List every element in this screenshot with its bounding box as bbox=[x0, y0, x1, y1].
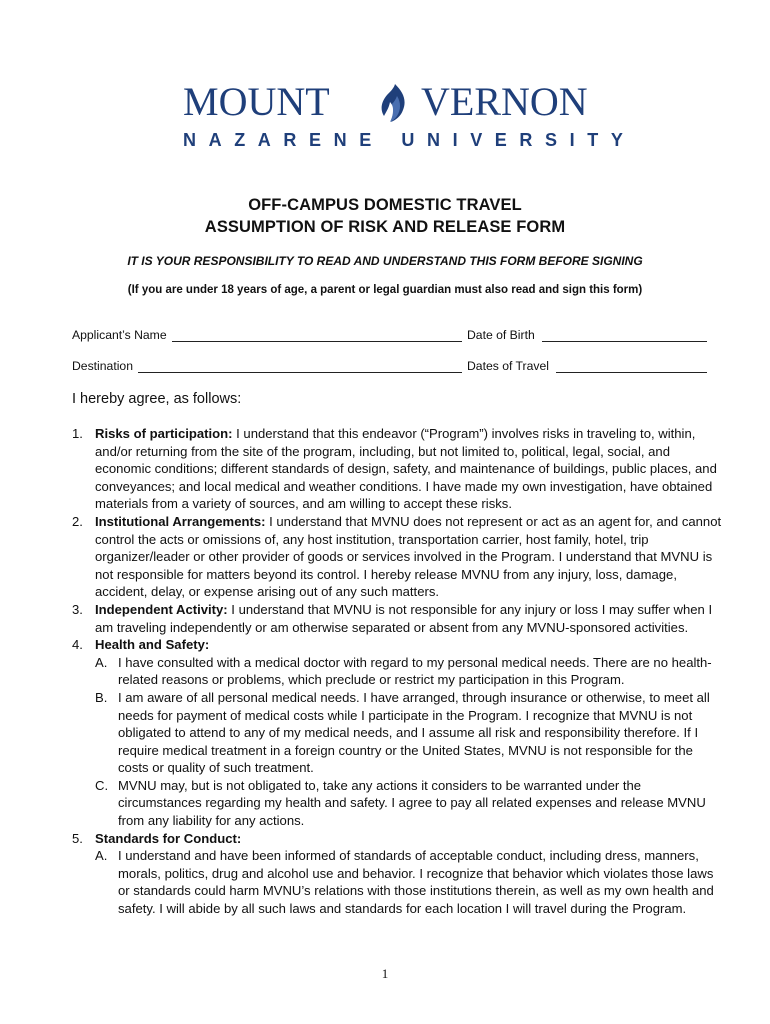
dates-label: Dates of Travel bbox=[467, 359, 549, 373]
sub-item-text: MVNU may, but is not obligated to, take any actions it considers to be warranted under the circumstances regarding my health and safety. I agree to pay all related expenses and release MVNU from any liability for any actions. bbox=[118, 777, 706, 829]
applicant-row bbox=[72, 328, 712, 346]
applicant-name-label: Applicant’s Name bbox=[72, 328, 167, 342]
warning-text: IT IS YOUR RESPONSIBILITY TO READ AND UNDERSTAND THIS FORM BEFORE SIGNING bbox=[127, 254, 643, 268]
form-title-line1: OFF-CAMPUS DOMESTIC TRAVEL bbox=[248, 196, 522, 214]
item-heading: Independent Activity: bbox=[95, 601, 228, 617]
list-item bbox=[72, 513, 722, 601]
logo-word-vernon: VERNON bbox=[421, 79, 588, 124]
destination-row bbox=[72, 359, 712, 377]
dob-field[interactable] bbox=[542, 341, 707, 342]
sub-item bbox=[95, 777, 722, 830]
list-item bbox=[72, 601, 722, 636]
item-text: I understand that this endeavor (“Program”) involves risks in traveling to, within, and/or returning from the site of the program, including, but not limited to, political, legal, social, and economic conditions; different standards of design, safety, and maintenance of buildings, public places, and conveyances; and local medical and weather conditions. I have made my own investigation, have obtained materials from a variety of sources, and am willing to accept these risks. bbox=[95, 426, 717, 512]
sub-item bbox=[95, 689, 722, 777]
sub-item-text: I am aware of all personal medical needs. I have arranged, through insurance or otherwise, to meet all needs for payment of medical costs while I participate in the Program. I recognize that MVNU is not obligated to attend to any of my medical needs, and I assume all risk and responsibility therefore. If I require medical treatment in a foreign country or the United States, MVNU is not responsible for the costs or quality of such treatment. bbox=[118, 689, 710, 776]
sub-item-letter: C. bbox=[95, 777, 109, 793]
item-number: 3. bbox=[72, 601, 83, 617]
destination-label: Destination bbox=[72, 359, 133, 373]
sub-item-letter: A. bbox=[95, 654, 108, 670]
sub-item bbox=[95, 847, 722, 917]
sub-item bbox=[95, 654, 722, 689]
item-number: 2. bbox=[72, 513, 83, 529]
item-number: 1. bbox=[72, 426, 83, 441]
dates-field[interactable] bbox=[556, 372, 707, 373]
item-heading: Risks of participation: bbox=[95, 426, 233, 441]
university-logo bbox=[183, 78, 636, 154]
sub-item-letter: A. bbox=[95, 848, 108, 864]
logo-subtitle: NAZARENE UNIVERSITY bbox=[183, 130, 636, 150]
sub-item-letter: B. bbox=[95, 689, 108, 705]
guardian-note: (If you are under 18 years of age, a parent or legal guardian must also read and sign this form) bbox=[127, 284, 643, 296]
form-title-line2: ASSUMPTION OF RISK AND RELEASE FORM bbox=[204, 218, 566, 236]
page-number: 1 bbox=[381, 966, 389, 981]
item-number: 5. bbox=[72, 830, 83, 846]
item-heading: Institutional Arrangements: bbox=[95, 513, 266, 529]
applicant-name-field[interactable] bbox=[172, 341, 462, 342]
item-heading: Standards for Conduct: bbox=[95, 830, 242, 846]
destination-field[interactable] bbox=[138, 372, 462, 373]
dob-label: Date of Birth bbox=[467, 328, 535, 342]
sub-item-text: I have consulted with a medical doctor with regard to my personal medical needs. There are no health-related reasons or problems, which preclude or restrict my participation in this Program. bbox=[118, 654, 712, 688]
flame-icon bbox=[373, 82, 413, 126]
list-item bbox=[72, 636, 722, 830]
item-text: I understand that MVNU does not represent or act as an agent for, and cannot control the acts or omissions of, any host institution, transportation carrier, host family, hotel, trip organizer/leader or other provider of goods or services involved in the Program. I understand that MVNU is not responsible for matters beyond its control. I hereby release MVNU from any injury, loss, damage, accident, delay, or expense arising out of any such matters. bbox=[95, 513, 722, 600]
item-heading: Health and Safety: bbox=[95, 637, 210, 653]
list-item bbox=[72, 425, 722, 513]
item-text: I understand that MVNU is not responsible for any injury or loss I may suffer when I am traveling independently or am otherwise separated or absent from any MVNU-sponsored activities. bbox=[95, 601, 713, 635]
terms-list bbox=[72, 425, 722, 918]
list-item bbox=[72, 830, 722, 918]
logo-word-mount: MOUNT bbox=[183, 79, 330, 124]
sub-item-text: I understand and have been informed of standards of acceptable conduct, including dress, manners, morals, politics, drug and alcohol use and behavior. I recognize that behavior which violates those laws or standards could harm MVNU’s relations with those institutions therein, as well as my own health and safety. I will abide by all such laws and standards for each location I will travel during the Program. bbox=[118, 848, 714, 917]
intro-text: I hereby agree, as follows: bbox=[72, 391, 242, 407]
item-number: 4. bbox=[72, 637, 83, 653]
